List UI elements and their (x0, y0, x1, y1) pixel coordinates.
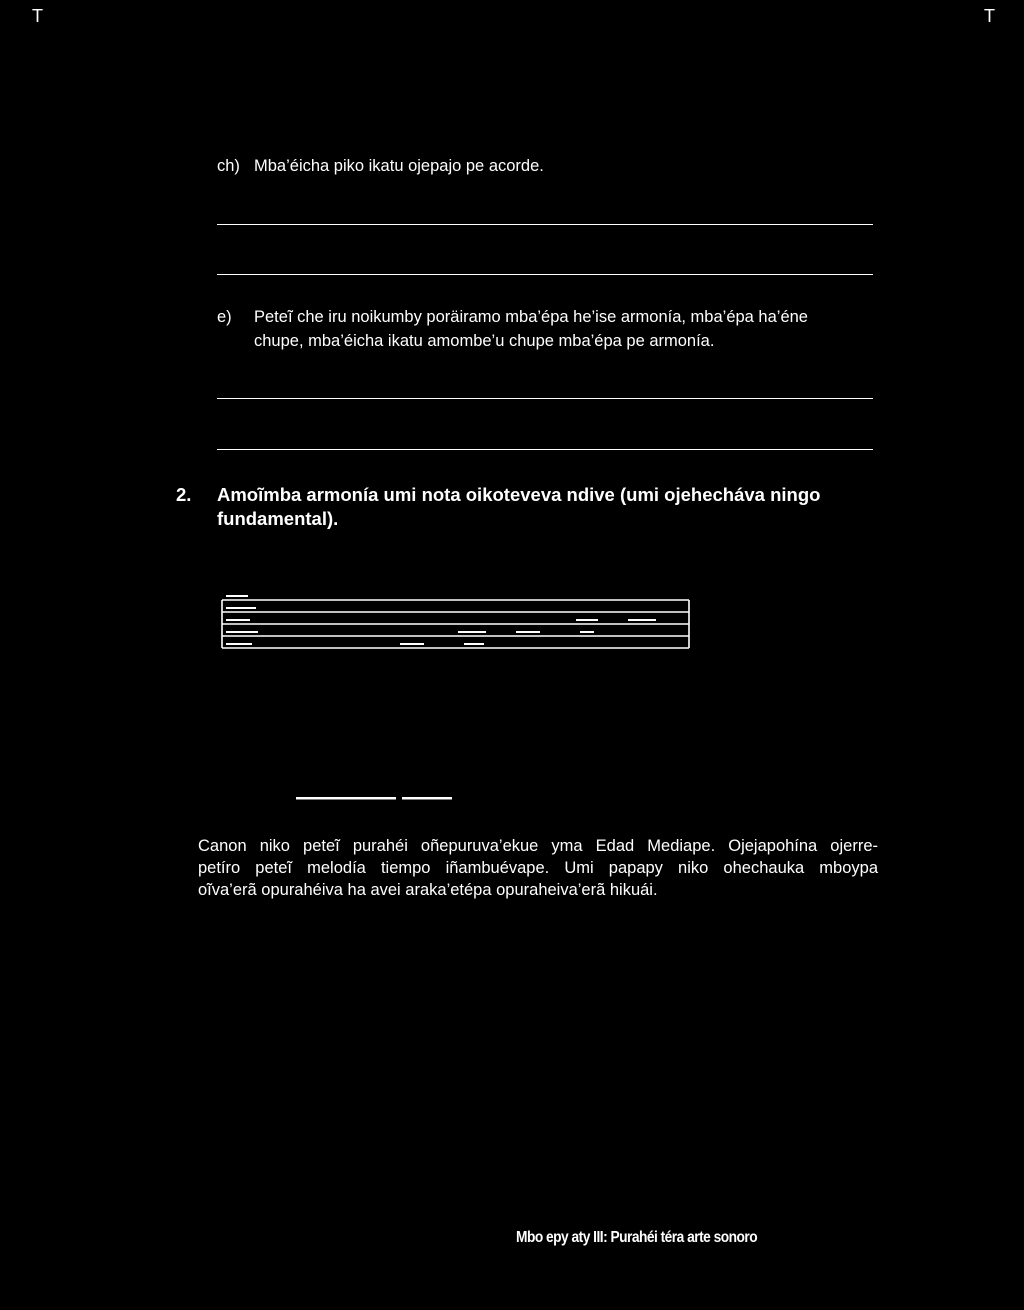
question-2-line-2: fundamental). (217, 508, 339, 529)
decorative-rule (296, 794, 456, 802)
canon-paragraph-line-3: oĩva’erã opurahéiva ha avei araka’etépa opuraheiva’erã hikuái. (198, 881, 658, 899)
item-e-marker: e) (217, 308, 232, 326)
staff-glyph-fragments (226, 595, 656, 645)
item-e-question-line-2: chupe, mba’éicha ikatu amombe’u chupe mba’épa pe armonía. (254, 332, 715, 350)
item-ch-question: Mba’éicha piko ikatu ojepajo pe acorde. (254, 157, 544, 175)
answer-line-ch-2[interactable] (217, 274, 873, 275)
music-staff (220, 590, 692, 654)
clef-fragment-1 (226, 595, 248, 597)
canon-paragraph (198, 835, 878, 901)
question-2-number: 2. (176, 484, 192, 505)
note-fragment-4 (516, 631, 540, 633)
note-fragment-7 (628, 619, 656, 621)
decorative-rule-segment-2 (402, 797, 452, 800)
note-fragment-5 (576, 619, 598, 621)
note-fragment-2 (458, 631, 486, 633)
clef-fragment-5 (226, 643, 252, 645)
note-fragment-3 (464, 643, 484, 645)
crop-mark-left: T (32, 6, 43, 26)
answer-line-e-1[interactable] (217, 398, 873, 399)
clef-fragment-2 (226, 607, 256, 609)
canon-paragraph-line-1: Canon niko peteĩ purahéi oñepuruva’ekue yma Edad Mediape. Ojejapohína ojerre- (198, 837, 878, 855)
question-2-line-1: Amoĩmba armonía umi nota oikoteveva ndive (umi ojehecháva ningo (217, 484, 821, 505)
decorative-rule-segment-1 (296, 797, 396, 800)
note-fragment-6 (580, 631, 594, 633)
answer-line-ch-1[interactable] (217, 224, 873, 225)
canon-paragraph-line-2: petíro peteĩ melodía tiempo iñambuévape. Umi papapy niko ohechauka mboypa (198, 859, 878, 877)
staff-lines (222, 600, 689, 648)
page-footer-title: Mbo epy aty III: Purahéi téra arte sonoro (516, 1229, 758, 1246)
crop-mark-right: T (984, 6, 995, 26)
item-ch-marker: ch) (217, 157, 240, 175)
item-e-question-line-1: Peteĩ che iru noikumby poräiramo mba’épa he’ise armonía, mba’épa ha’éne (254, 308, 808, 326)
answer-line-e-2[interactable] (217, 449, 873, 450)
clef-fragment-4 (226, 631, 258, 633)
clef-fragment-3 (226, 619, 250, 621)
note-fragment-1 (400, 643, 424, 645)
